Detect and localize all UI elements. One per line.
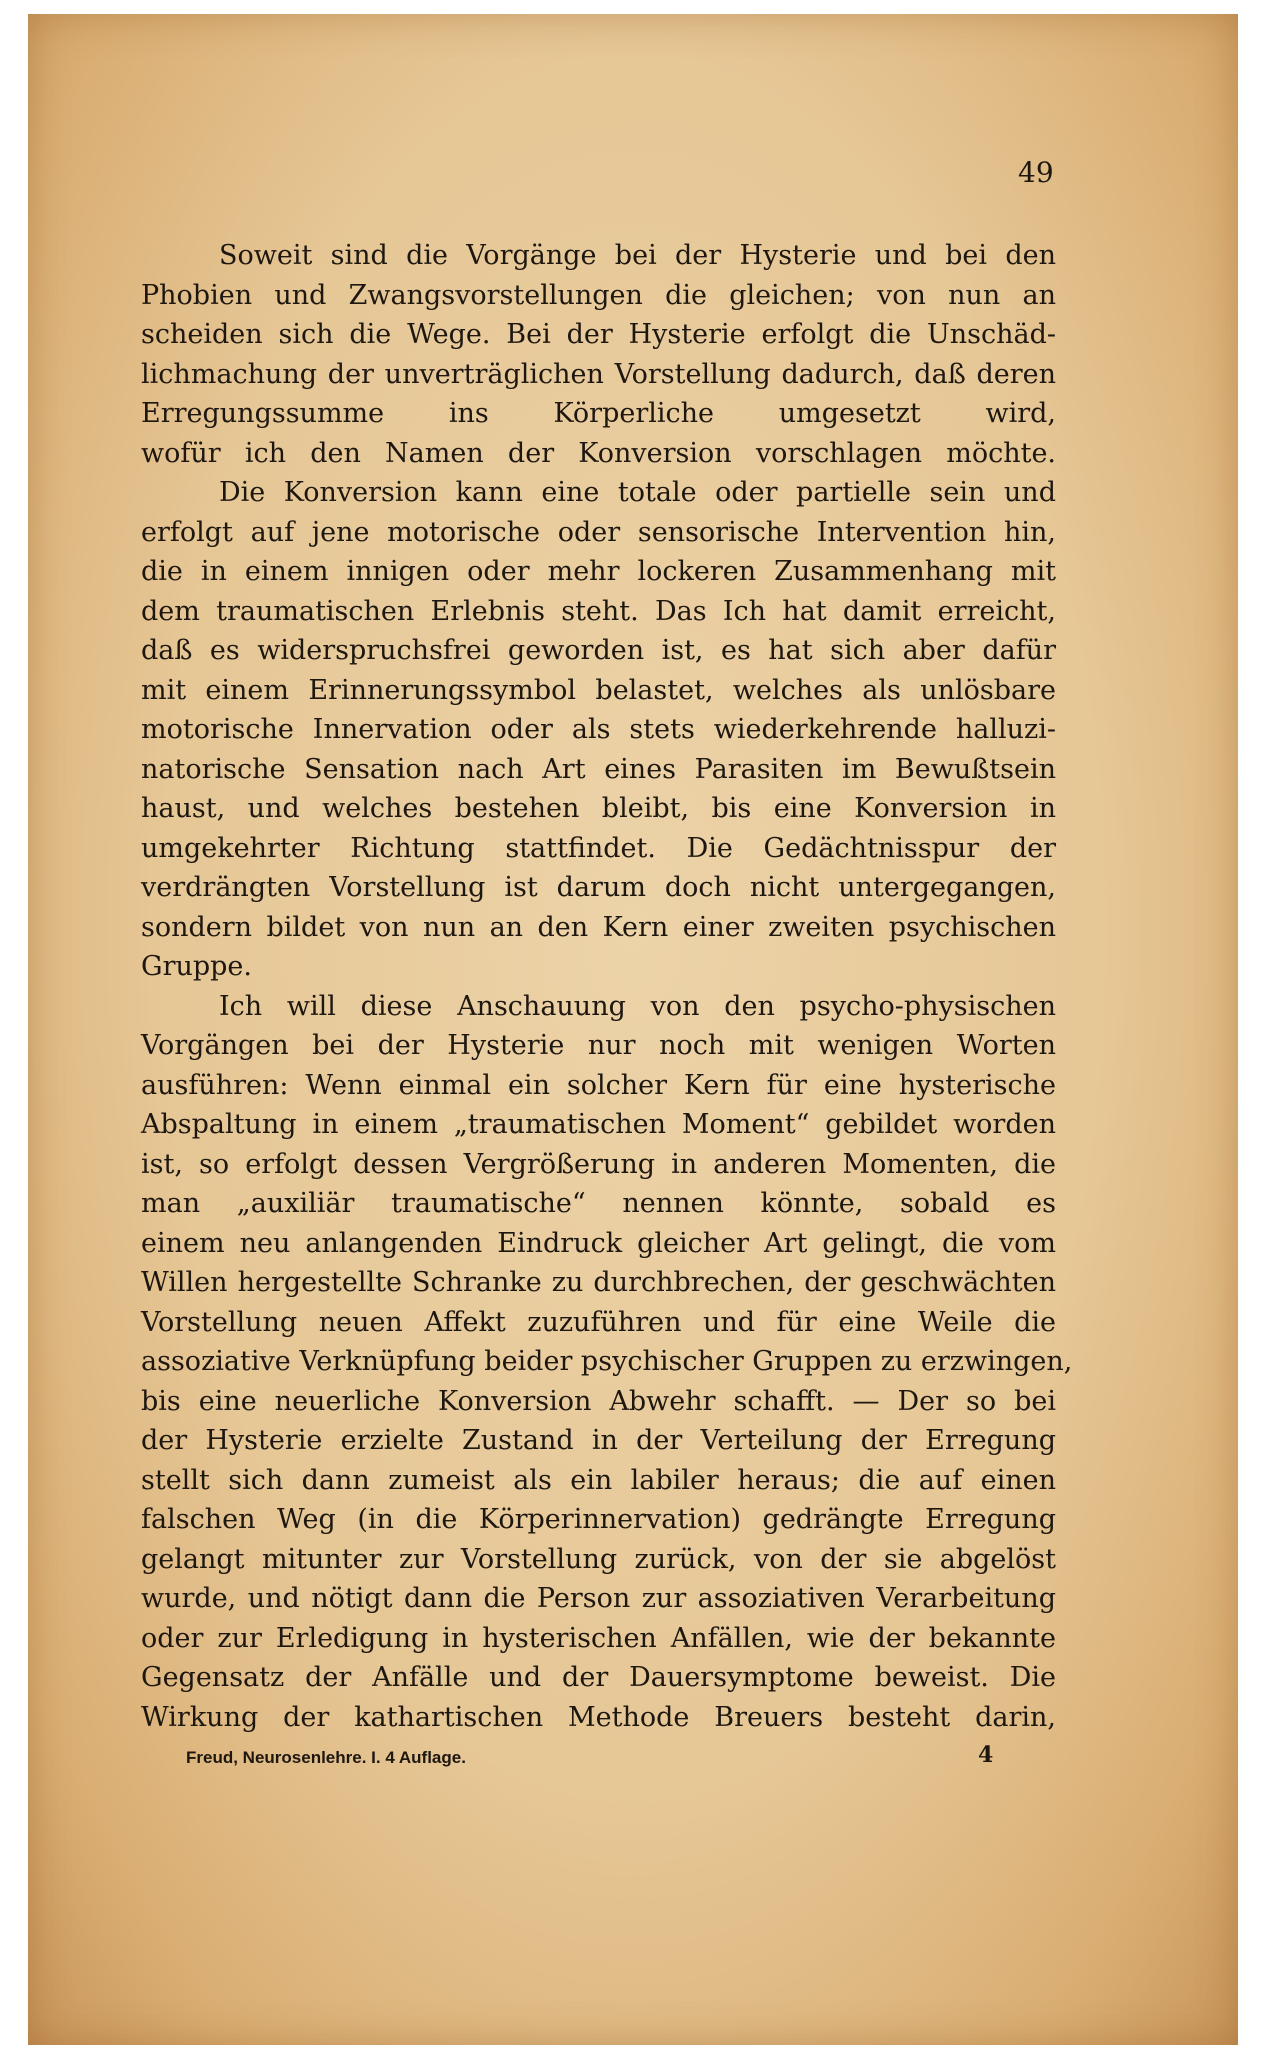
text-line: Die Konversion kann eine totale oder partielle sein und xyxy=(219,477,1056,508)
text-line: Willen hergestellte Schranke zu durchbrechen, der geschwächten xyxy=(141,1267,1056,1298)
text-line: Phobien und Zwangsvorstellungen die gleichen; von nun an xyxy=(141,279,1056,311)
text-line: verdrängten Vorstellung ist darum doch nicht untergegangen, xyxy=(141,872,1056,903)
text-line: motorische Innervation oder als stets wiederkehrende halluzi- xyxy=(141,714,1056,745)
text-line: scheiden sich die Wege. Bei der Hysterie erfolgt die Unschäd- xyxy=(141,319,1056,350)
text-line: umgekehrter Richtung stattfindet. Die Gedächtnisspur der xyxy=(141,832,1056,864)
text-line: bis eine neuerliche Konversion Abwehr schafft. — Der so bei xyxy=(141,1385,1056,1417)
text-line: falschen Weg (in die Körperinnervation) gedrängte Erregung xyxy=(141,1504,1056,1535)
text-line: Gegensatz der Anfälle und der Dauersymptome beweist. Die xyxy=(141,1662,1056,1693)
text-line: Abspaltung in einem „traumatischen Moment“ gebildet worden xyxy=(141,1109,1056,1140)
text-line: ist, so erfolgt dessen Vergrößerung in anderen Momenten, die xyxy=(141,1148,1056,1180)
book-page xyxy=(28,14,1238,2045)
signature-mark: 4 xyxy=(978,1742,994,1768)
body-text xyxy=(141,236,1073,1737)
text-line: Wirkung der kathartischen Methode Breuers besteht darin, xyxy=(141,1701,1056,1733)
text-line: natorische Sensation nach Art eines Parasiten im Bewußtsein xyxy=(141,753,1056,785)
text-line: dem traumatischen Erlebnis steht. Das Ich hat damit erreicht, xyxy=(141,595,1056,627)
text-line: haust, und welches bestehen bleibt, bis eine Konversion in xyxy=(141,793,1056,824)
text-line: gelangt mitunter zur Vorstellung zurück, von der sie abgelöst xyxy=(141,1543,1056,1575)
text-line: daß es widerspruchsfrei geworden ist, es hat sich aber dafür xyxy=(141,635,1056,666)
text-line: Vorgängen bei der Hysterie nur noch mit wenigen Worten xyxy=(141,1030,1056,1061)
text-line: Gruppe. xyxy=(141,951,252,982)
text-line: man „auxiliär traumatische“ nennen könnte, sobald es xyxy=(141,1188,1056,1219)
text-line: ausführen: Wenn einmal ein solcher Kern für eine hysterische xyxy=(141,1069,1056,1101)
text-line: mit einem Erinnerungssymbol belastet, welches als unlösbare xyxy=(141,674,1056,706)
text-line: die in einem innigen oder mehr lockeren Zusammenhang mit xyxy=(141,556,1056,587)
text-line: Soweit sind die Vorgänge bei der Hysterie und bei den xyxy=(219,240,1056,271)
text-line: Ich will diese Anschauung von den psycho-physischen xyxy=(219,990,1056,1022)
text-line: lichmachung der unverträglichen Vorstellung dadurch, daß deren xyxy=(141,358,1056,390)
footer-imprint: Freud, Neurosenlehre. I. 4 Auflage. xyxy=(186,1748,466,1767)
text-line: Erregungssumme ins Körperliche umgesetzt wird, xyxy=(141,398,1056,429)
text-line: wurde, und nötigt dann die Person zur assoziativen Verarbeitung xyxy=(141,1583,1056,1614)
text-line: erfolgt auf jene motorische oder sensorische Intervention hin, xyxy=(141,516,1056,548)
text-line: der Hysterie erzielte Zustand in der Verteilung der Erregung xyxy=(141,1425,1056,1456)
text-line: assoziative Verknüpfung beider psychischer Gruppen zu erzwingen, xyxy=(141,1346,1073,1377)
text-line: sondern bildet von nun an den Kern einer zweiten psychischen xyxy=(141,911,1056,943)
text-line: wofür ich den Namen der Konversion vorschlagen möchte. xyxy=(141,437,1056,469)
text-line: Vorstellung neuen Affekt zuzuführen und für eine Weile die xyxy=(141,1306,1056,1338)
text-line: stellt sich dann zumeist als ein labiler heraus; die auf einen xyxy=(141,1464,1056,1496)
page-number: 49 xyxy=(1018,156,1054,189)
text-line: oder zur Erledigung in hysterischen Anfällen, wie der bekannte xyxy=(141,1622,1056,1654)
text-line: einem neu anlangenden Eindruck gleicher Art gelingt, die vom xyxy=(141,1227,1056,1259)
